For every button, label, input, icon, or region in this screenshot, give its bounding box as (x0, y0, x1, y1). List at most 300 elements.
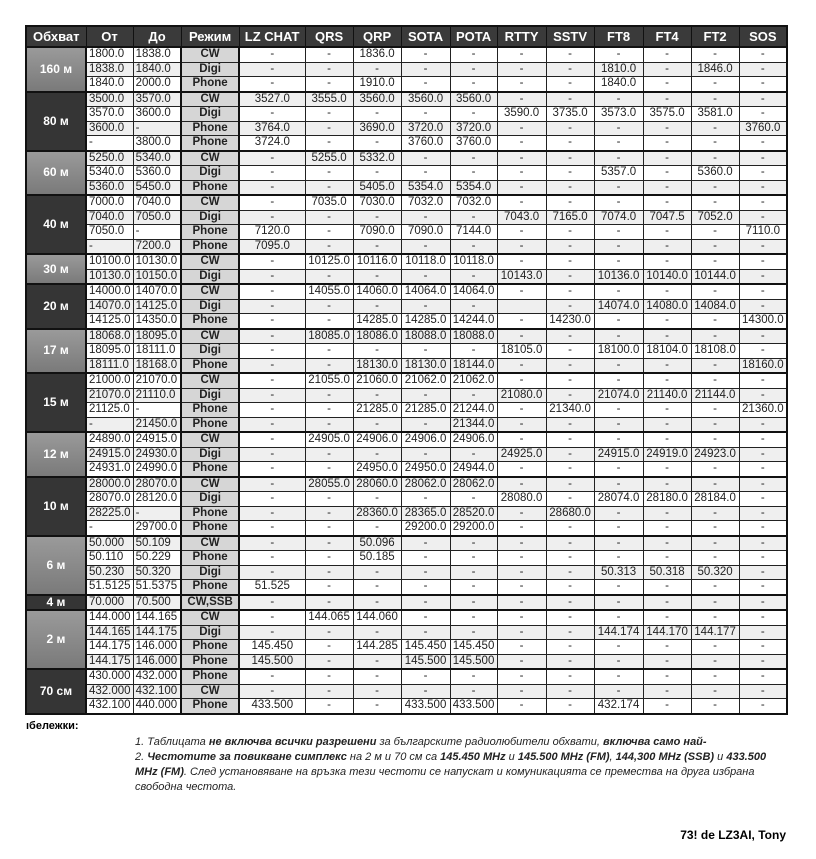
frequency-cell: 14300.0 (739, 314, 787, 329)
frequency-cell: - (239, 477, 305, 492)
freq-to: 440.000 (133, 699, 181, 714)
freq-to: 432.100 (133, 684, 181, 699)
frequency-cell: - (401, 151, 450, 166)
freq-from: 28070.0 (86, 492, 133, 507)
frequency-cell: 3581.0 (691, 107, 739, 122)
frequency-cell: - (353, 136, 401, 151)
freq-from: 10100.0 (86, 254, 133, 269)
frequency-cell: - (497, 136, 546, 151)
frequency-cell: 7090.0 (353, 225, 401, 240)
frequency-cell: - (401, 239, 450, 254)
freq-from: 432.000 (86, 684, 133, 699)
freq-from: 18068.0 (86, 329, 133, 344)
frequency-cell: - (643, 92, 691, 107)
frequency-cell: - (497, 610, 546, 625)
frequency-cell: - (739, 299, 787, 314)
frequency-cell: - (546, 388, 594, 403)
frequency-cell: 3735.0 (546, 107, 594, 122)
freq-from: 1800.0 (86, 47, 133, 62)
band-label: 10 м (26, 477, 86, 536)
mode-cell: Digi (181, 107, 239, 122)
frequency-cell: - (450, 684, 497, 699)
frequency-cell: 29200.0 (450, 521, 497, 536)
frequency-cell: - (594, 329, 643, 344)
frequency-cell: - (594, 640, 643, 655)
frequency-cell: - (239, 373, 305, 388)
frequency-cell: - (239, 684, 305, 699)
frequency-cell: - (305, 595, 353, 611)
frequency-cell: - (546, 373, 594, 388)
frequency-cell: 14285.0 (353, 314, 401, 329)
frequency-cell: - (739, 640, 787, 655)
frequency-cell: - (497, 477, 546, 492)
frequency-cell: - (546, 166, 594, 181)
frequency-cell: 24919.0 (643, 447, 691, 462)
freq-from: 14070.0 (86, 299, 133, 314)
mode-cell: CW (181, 536, 239, 551)
table-row (26, 239, 787, 254)
freq-from: 18095.0 (86, 344, 133, 359)
freq-from: 430.000 (86, 669, 133, 684)
column-header: SOTA (401, 26, 450, 47)
frequency-cell: - (450, 239, 497, 254)
frequency-cell: 3764.0 (239, 121, 305, 136)
frequency-cell: - (643, 640, 691, 655)
frequency-cell: - (546, 610, 594, 625)
frequency-cell: - (739, 417, 787, 432)
table-row (26, 447, 787, 462)
freq-from: - (86, 239, 133, 254)
frequency-cell: - (691, 314, 739, 329)
band-label: 17 м (26, 329, 86, 374)
frequency-cell: - (546, 654, 594, 669)
freq-to: - (133, 506, 181, 521)
frequency-cell: 144.065 (305, 610, 353, 625)
table-row (26, 477, 787, 492)
band-label: 60 м (26, 151, 86, 196)
frequency-cell: - (305, 654, 353, 669)
frequency-cell: - (643, 610, 691, 625)
frequency-cell: - (739, 432, 787, 447)
frequency-cell: - (643, 595, 691, 611)
freq-from: 24890.0 (86, 432, 133, 447)
mode-cell: CW (181, 329, 239, 344)
frequency-cell: - (239, 195, 305, 210)
frequency-cell: 24950.0 (353, 462, 401, 477)
frequency-cell: 145.450 (239, 640, 305, 655)
frequency-cell: - (353, 239, 401, 254)
frequency-cell: 28060.0 (353, 477, 401, 492)
frequency-cell: - (401, 565, 450, 580)
frequency-cell: - (450, 536, 497, 551)
frequency-cell: - (643, 47, 691, 62)
table-row (26, 654, 787, 669)
frequency-cell: - (691, 417, 739, 432)
header-row (26, 26, 787, 47)
frequency-cell: - (450, 166, 497, 181)
freq-to: 24990.0 (133, 462, 181, 477)
frequency-cell: 10118.0 (450, 254, 497, 269)
frequency-cell: 24950.0 (401, 462, 450, 477)
frequency-cell: 28520.0 (450, 506, 497, 521)
frequency-cell: - (546, 344, 594, 359)
frequency-cell: 7120.0 (239, 225, 305, 240)
band-label: 4 м (26, 595, 86, 611)
mode-cell: Digi (181, 388, 239, 403)
note-text: на 2 м и 70 см са (346, 751, 441, 763)
table-row (26, 462, 787, 477)
frequency-cell: 18100.0 (594, 344, 643, 359)
frequency-cell: 3560.0 (401, 92, 450, 107)
freq-to: 144.165 (133, 610, 181, 625)
frequency-cell: - (594, 462, 643, 477)
frequency-cell: - (497, 403, 546, 418)
freq-from: 10130.0 (86, 269, 133, 284)
frequency-cell: - (305, 699, 353, 714)
frequency-cell: - (691, 669, 739, 684)
frequency-cell: - (643, 284, 691, 299)
frequency-cell: - (305, 551, 353, 566)
band-label: 80 м (26, 92, 86, 151)
frequency-cell: - (739, 210, 787, 225)
frequency-cell: 3690.0 (353, 121, 401, 136)
frequency-cell: - (239, 506, 305, 521)
frequency-cell: 7043.0 (497, 210, 546, 225)
frequency-cell: - (305, 388, 353, 403)
frequency-cell: 5405.0 (353, 180, 401, 195)
frequency-cell: - (739, 239, 787, 254)
frequency-cell: 3760.0 (401, 136, 450, 151)
frequency-cell: - (594, 684, 643, 699)
freq-to: 5340.0 (133, 151, 181, 166)
table-row (26, 417, 787, 432)
frequency-cell: - (497, 580, 546, 595)
frequency-cell: - (546, 239, 594, 254)
frequency-cell: 3560.0 (450, 92, 497, 107)
frequency-cell: - (739, 654, 787, 669)
frequency-cell: 18088.0 (450, 329, 497, 344)
band-label: 30 м (26, 254, 86, 284)
frequency-cell: - (353, 417, 401, 432)
frequency-cell: - (594, 373, 643, 388)
frequency-cell: - (546, 432, 594, 447)
frequency-cell: - (594, 595, 643, 611)
mode-cell: Phone (181, 403, 239, 418)
frequency-cell: - (739, 107, 787, 122)
frequency-cell: - (546, 684, 594, 699)
frequency-cell: 29200.0 (401, 521, 450, 536)
frequency-cell: - (643, 314, 691, 329)
band-label: 15 м (26, 373, 86, 432)
frequency-cell: 14064.0 (401, 284, 450, 299)
frequency-cell: 18130.0 (353, 358, 401, 373)
frequency-cell: - (643, 536, 691, 551)
frequency-cell: - (401, 625, 450, 640)
frequency-cell: - (546, 329, 594, 344)
frequency-cell: - (594, 580, 643, 595)
freq-to: 70.500 (133, 595, 181, 611)
frequency-cell: - (239, 536, 305, 551)
mode-cell: Phone (181, 551, 239, 566)
frequency-cell: - (305, 506, 353, 521)
freq-to: 50.229 (133, 551, 181, 566)
frequency-cell: - (546, 77, 594, 92)
frequency-cell: - (305, 77, 353, 92)
freq-from: 5250.0 (86, 151, 133, 166)
frequency-cell: - (546, 136, 594, 151)
frequency-cell: 21285.0 (401, 403, 450, 418)
frequency-cell: - (739, 669, 787, 684)
frequency-cell: - (594, 358, 643, 373)
mode-cell: Phone (181, 121, 239, 136)
freq-from: 3500.0 (86, 92, 133, 107)
frequency-cell: - (305, 344, 353, 359)
frequency-cell: - (739, 284, 787, 299)
frequency-cell: 7032.0 (450, 195, 497, 210)
frequency-cell: - (643, 403, 691, 418)
frequency-cell: - (739, 180, 787, 195)
frequency-cell: - (305, 210, 353, 225)
frequency-cell: - (691, 284, 739, 299)
frequency-cell: 3555.0 (305, 92, 353, 107)
frequency-cell: - (643, 77, 691, 92)
frequency-cell: - (739, 580, 787, 595)
frequency-cell: - (739, 166, 787, 181)
frequency-cell: - (450, 107, 497, 122)
note-text: за българските радиолюбители обхвати, (376, 736, 604, 748)
band-label: 40 м (26, 195, 86, 254)
frequency-cell: - (594, 536, 643, 551)
frequency-cell: - (643, 477, 691, 492)
frequency-cell: - (497, 254, 546, 269)
notes-title: ıбележки: (26, 720, 79, 732)
mode-cell: Phone (181, 521, 239, 536)
frequency-cell: - (401, 551, 450, 566)
mode-cell: Phone (181, 699, 239, 714)
frequency-cell: - (739, 136, 787, 151)
frequency-cell: - (691, 654, 739, 669)
frequency-cell: 145.450 (450, 640, 497, 655)
mode-cell: Phone (181, 640, 239, 655)
frequency-cell: - (497, 239, 546, 254)
frequency-cell: - (401, 62, 450, 77)
column-header: FT4 (643, 26, 691, 47)
frequency-cell: - (739, 151, 787, 166)
frequency-cell: 21140.0 (643, 388, 691, 403)
mode-cell: Digi (181, 269, 239, 284)
frequency-cell: 18144.0 (450, 358, 497, 373)
frequency-cell: - (643, 417, 691, 432)
frequency-cell: - (450, 492, 497, 507)
frequency-cell: - (497, 195, 546, 210)
frequency-cell: 1810.0 (594, 62, 643, 77)
frequency-cell: - (546, 536, 594, 551)
frequency-cell: - (497, 595, 546, 611)
frequency-cell: 10140.0 (643, 269, 691, 284)
frequency-cell: - (546, 669, 594, 684)
frequency-cell: - (594, 610, 643, 625)
frequency-cell: - (546, 447, 594, 462)
frequency-cell: 14060.0 (353, 284, 401, 299)
frequency-cell: - (497, 684, 546, 699)
freq-to: 50.109 (133, 536, 181, 551)
frequency-cell: - (739, 551, 787, 566)
frequency-cell: - (691, 77, 739, 92)
freq-to: 24930.0 (133, 447, 181, 462)
frequency-cell: - (546, 462, 594, 477)
frequency-cell: - (497, 166, 546, 181)
mode-cell: Digi (181, 344, 239, 359)
frequency-cell: - (497, 521, 546, 536)
frequency-cell: - (546, 417, 594, 432)
frequency-cell: - (497, 77, 546, 92)
frequency-cell: - (305, 47, 353, 62)
frequency-cell: - (353, 492, 401, 507)
frequency-cell: 24905.0 (305, 432, 353, 447)
frequency-cell: - (305, 314, 353, 329)
freq-to: - (133, 121, 181, 136)
frequency-cell: - (643, 432, 691, 447)
frequency-cell: - (691, 432, 739, 447)
frequency-cell: - (739, 492, 787, 507)
frequency-cell: - (239, 447, 305, 462)
frequency-cell: - (594, 551, 643, 566)
frequency-cell: - (739, 521, 787, 536)
frequency-cell: - (401, 47, 450, 62)
table-row (26, 107, 787, 122)
table-row (26, 506, 787, 521)
frequency-cell: - (739, 62, 787, 77)
mode-cell: CW (181, 373, 239, 388)
frequency-cell: - (546, 580, 594, 595)
mode-cell: CW (181, 284, 239, 299)
frequency-cell: - (497, 62, 546, 77)
frequency-cell: - (239, 151, 305, 166)
frequency-cell: 7090.0 (401, 225, 450, 240)
frequency-cell: - (546, 492, 594, 507)
table-row (26, 521, 787, 536)
frequency-cell: - (353, 625, 401, 640)
table-row (26, 166, 787, 181)
table-row (26, 684, 787, 699)
frequency-cell: - (239, 166, 305, 181)
frequency-cell: - (353, 299, 401, 314)
mode-cell: Phone (181, 654, 239, 669)
frequency-cell: 21340.0 (546, 403, 594, 418)
freq-from: 24915.0 (86, 447, 133, 462)
frequency-cell: - (401, 447, 450, 462)
frequency-cell: - (691, 180, 739, 195)
frequency-cell: - (497, 284, 546, 299)
frequency-cell: - (401, 536, 450, 551)
table-row (26, 121, 787, 136)
frequency-cell: 7144.0 (450, 225, 497, 240)
frequency-cell: - (353, 699, 401, 714)
frequency-cell: - (401, 344, 450, 359)
frequency-cell: - (594, 521, 643, 536)
frequency-cell: - (643, 136, 691, 151)
table-row (26, 373, 787, 388)
frequency-cell: - (305, 447, 353, 462)
frequency-cell: - (401, 669, 450, 684)
frequency-cell: - (594, 180, 643, 195)
frequency-cell: - (305, 403, 353, 418)
frequency-cell: - (497, 329, 546, 344)
frequency-cell: 7074.0 (594, 210, 643, 225)
freq-from: 5360.0 (86, 180, 133, 195)
frequency-cell: - (497, 373, 546, 388)
freq-from: 70.000 (86, 595, 133, 611)
frequency-cell: - (691, 403, 739, 418)
frequency-cell: - (739, 565, 787, 580)
frequency-cell: - (239, 77, 305, 92)
note-text: 145.450 MHz (440, 751, 506, 763)
frequency-cell: - (450, 551, 497, 566)
frequency-cell: 3724.0 (239, 136, 305, 151)
freq-to: 14070.0 (133, 284, 181, 299)
frequency-cell: 144.174 (594, 625, 643, 640)
frequency-cell: - (239, 492, 305, 507)
mode-cell: Phone (181, 239, 239, 254)
column-header: POTA (450, 26, 497, 47)
frequency-cell: 144.060 (353, 610, 401, 625)
freq-to: 144.175 (133, 625, 181, 640)
frequency-cell: 28680.0 (546, 506, 594, 521)
frequency-cell: - (401, 492, 450, 507)
frequency-cell: 7095.0 (239, 239, 305, 254)
frequency-cell: - (691, 151, 739, 166)
frequency-cell: 7032.0 (401, 195, 450, 210)
mode-cell: CW (181, 195, 239, 210)
table-row (26, 254, 787, 269)
frequency-cell: - (239, 62, 305, 77)
frequency-cell: - (594, 47, 643, 62)
frequency-cell: - (691, 136, 739, 151)
frequency-cell: - (594, 403, 643, 418)
frequency-cell: - (401, 595, 450, 611)
frequency-cell: - (401, 210, 450, 225)
frequency-cell: - (546, 551, 594, 566)
frequency-cell: - (739, 388, 787, 403)
frequency-cell: - (353, 447, 401, 462)
table-row (26, 669, 787, 684)
frequency-cell: - (546, 477, 594, 492)
freq-from: 144.000 (86, 610, 133, 625)
frequency-cell: 21244.0 (450, 403, 497, 418)
frequency-cell: - (450, 610, 497, 625)
frequency-cell: - (643, 195, 691, 210)
frequency-cell: 21062.0 (450, 373, 497, 388)
freq-from: 7050.0 (86, 225, 133, 240)
frequency-cell: - (546, 640, 594, 655)
frequency-cell: - (546, 225, 594, 240)
mode-cell: CW (181, 47, 239, 62)
frequency-cell: - (691, 506, 739, 521)
freq-from: 7000.0 (86, 195, 133, 210)
note-text: Честотите за повикване симплекс (147, 751, 347, 763)
frequency-cell: - (643, 654, 691, 669)
frequency-cell: 3760.0 (739, 121, 787, 136)
band-label: 2 м (26, 610, 86, 669)
table-row (26, 403, 787, 418)
frequency-cell: 433.500 (239, 699, 305, 714)
frequency-cell: - (546, 92, 594, 107)
frequency-cell: 7030.0 (353, 195, 401, 210)
frequency-cell: - (497, 151, 546, 166)
frequency-cell: - (305, 417, 353, 432)
column-header: Режим (181, 26, 239, 47)
frequency-cell: - (353, 595, 401, 611)
